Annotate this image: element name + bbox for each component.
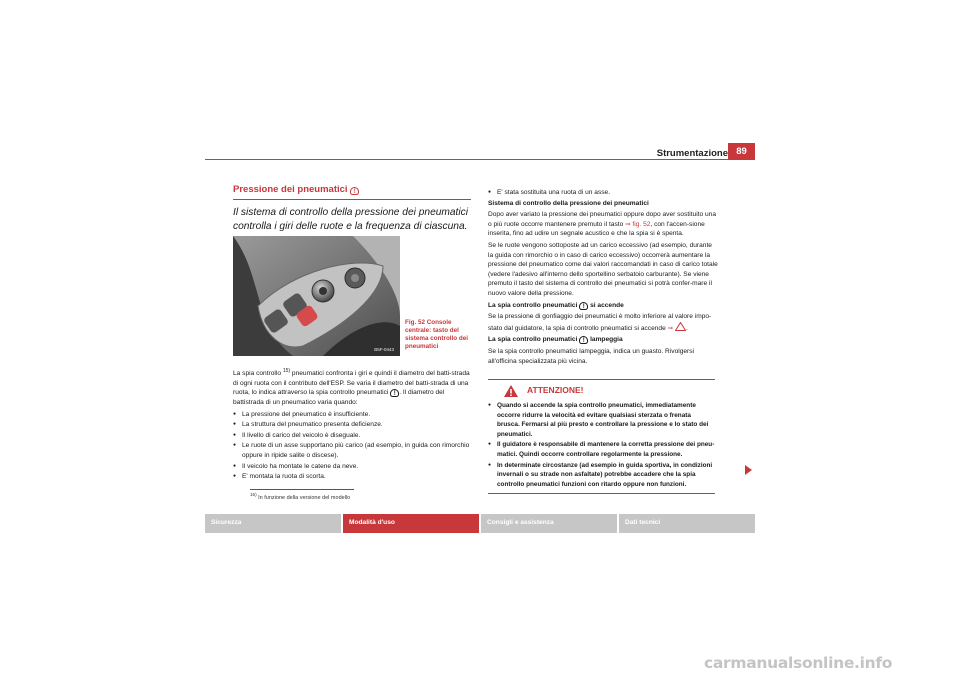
figure-caption: Fig. 52 Console centrale: tasto del sistema controllo dei pneumatici: [405, 319, 468, 350]
tab-modalita-uso[interactable]: Modalità d'uso: [343, 514, 479, 533]
text-run: .: [685, 324, 688, 332]
body-left-column: [233, 367, 476, 483]
paragraph-light-on: [488, 312, 718, 333]
watermark: carmanualsonline.info: [704, 654, 893, 672]
list-item: ● E' montata la ruota di scorta.: [233, 472, 476, 482]
warning-item: ● In determinate circostanze (ad esempio in guida sportiva, in condizioni invernali o su strade non asfaltate) potrebbe accadere che la spia controllo pneumatici funzioni con ritardo oppure non funzioni.: [488, 461, 715, 490]
footnote-ref: 15): [282, 368, 291, 374]
section-tabs: [205, 514, 755, 533]
tab-consigli-assistenza[interactable]: Consigli e assistenza: [481, 514, 617, 533]
text-run: . Il diametro del battistrada di un pneumatico varia quando:: [233, 389, 445, 406]
body-right-column: [488, 188, 718, 368]
footnote: [250, 492, 350, 501]
subheading-system: Sistema di controllo della pressione dei pneumatici: [488, 199, 649, 207]
section-intro: Il sistema di controllo della pressione dei pneumatici controlla i giri delle ruote e la frequenza di ciascuna.: [233, 207, 468, 232]
text-run: La spia controllo: [233, 370, 283, 378]
list-item: ● Il veicolo ha montate le catene da neve.: [233, 462, 476, 472]
tyre-pressure-icon: !: [390, 389, 399, 397]
paragraph-reset: [488, 210, 718, 239]
tab-sicurezza[interactable]: Sicurezza: [205, 514, 341, 533]
text-run: Dopo aver variato la pressione dei pneumatici oppure dopo aver sostituito una o più ruote occorre mantenere premuto il tasto: [488, 211, 716, 228]
text-run: Se la pressione di gonfiaggio dei pneumatici è molto inferiore al valore impo-stato dal guidatore, la spia di controllo pneumatici si accende: [488, 313, 712, 332]
continue-arrow-icon[interactable]: [745, 465, 752, 475]
section-title: [233, 184, 471, 200]
list-item: ● E' stata sostituita una ruota di un asse.: [488, 188, 718, 198]
footnote-text: In funzione della versione del modello: [258, 494, 351, 501]
warning-item: ● Il guidatore è responsabile di mantenere la corretta pressione dei pneu-matici. Quindi occorre controllare regolarmente la pressione.: [488, 440, 715, 459]
chapter-title: Strumentazione: [656, 148, 728, 159]
warning-box: [488, 379, 715, 494]
warning-triangle-icon: [503, 384, 519, 398]
tyre-pressure-icon: !: [579, 336, 588, 344]
section-title-text: Pressione dei pneumatici: [233, 184, 348, 195]
tyre-pressure-icon: !: [579, 302, 588, 310]
list-item: ● La pressione del pneumatico è insufficiente.: [233, 410, 476, 420]
warning-title: ATTENZIONE!: [527, 385, 584, 396]
header-rule: [205, 159, 755, 160]
paragraph-load: Se le ruote vengono sottoposte ad un carico eccessivo (ad esempio, durante la guida con rimorchio o in caso di carico eccessivo) occorrerà aumentare la pressione del pneumatico come dai valori raccomandati in caso di carico totale (vedere l'adesivo all'interno dello sportellino serbatoio carburante). Se viene premuto il tasto del sistema di controllo dei pneumatici si potrà confer-mare il nuovo valore della pressione.: [488, 241, 718, 297]
warning-item: ● Quando si accende la spia controllo pneumatici, immediatamente occorre ridurre la velocità ed evitare qualsiasi sterzata o frenata brusca. Fermarsi al più presto e controllare la pressione e lo stato dei pneumatici.: [488, 401, 715, 439]
subheading-light-on: [488, 301, 718, 311]
tab-dati-tecnici[interactable]: Dati tecnici: [619, 514, 755, 533]
text-run: lampeggia: [588, 336, 623, 344]
text-run: La spia controllo pneumatici: [488, 301, 580, 309]
warning-header: [503, 384, 715, 398]
section-heading-block: [233, 184, 476, 233]
intro-paragraph: [233, 367, 476, 408]
subheading-light-flash: [488, 335, 718, 345]
warning-triangle-icon: [675, 322, 686, 331]
figure-code: B5F-0443: [374, 347, 394, 352]
paragraph-light-flash: Se la spia controllo pneumatici lampeggia, indica un guasto. Rivolgersi all'officina specializzata più vicina.: [488, 347, 694, 365]
list-item: ● Il livello di carico del veicolo è diseguale.: [233, 431, 476, 441]
page-number: 89: [728, 143, 755, 160]
warning-link[interactable]: ⇒: [667, 324, 674, 332]
list-item: ● La struttura del pneumatico presenta deficienze.: [233, 420, 476, 430]
text-run: , con l'accen-sione inserita, fino ad udire un segnale acustico e che la spia si è spenta.: [488, 220, 705, 238]
console-photo-svg: [233, 236, 400, 356]
footnote-mark: 15): [250, 492, 257, 497]
footnote-rule: [250, 489, 354, 490]
text-run: La spia controllo pneumatici: [488, 336, 580, 344]
figure-link[interactable]: ⇒ fig. 52: [625, 220, 651, 228]
list-item: ● Le ruote di un asse supportano più carico (ad esempio, in guida con rimorchio oppure in ripide salite o discese).: [233, 441, 476, 460]
text-run: si accende: [588, 301, 624, 309]
figure-console-photo: [233, 236, 400, 356]
tyre-pressure-icon: !: [350, 187, 359, 195]
text-run: pneumatici confronta i giri e quindi il diametro del batti-strada di ogni ruota con il contributo dell'ESP. Se varia il diametro del batti-strada di una ruota, lo indica attraverso la spia controllo pneumatici: [233, 370, 470, 397]
